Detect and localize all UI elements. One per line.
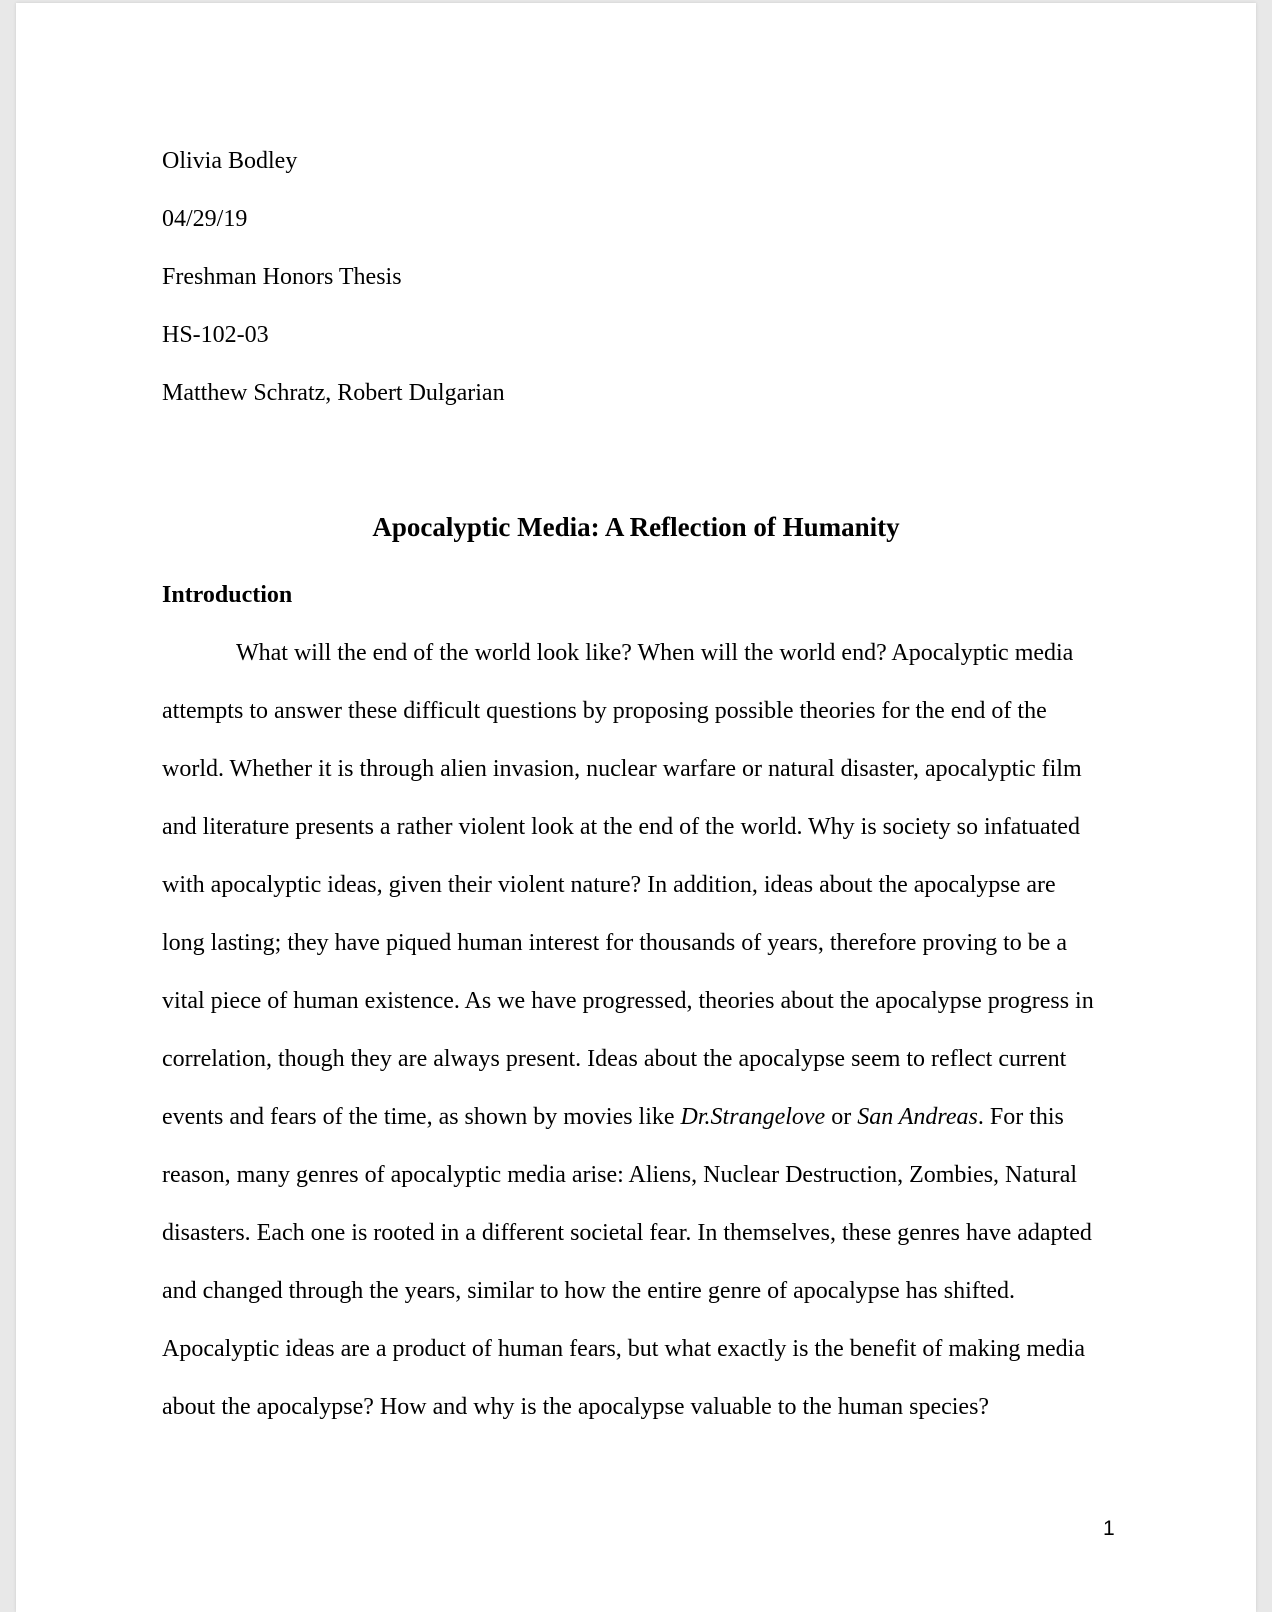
line-text-middle: or [825, 1104, 858, 1130]
document-date: 04/29/19 [162, 206, 248, 232]
paragraph-line: world. Whether it is through alien invasion, nuclear warfare or natural disaster, apocalyptic film [162, 756, 1082, 782]
paragraph-line: vital piece of human existence. As we have progressed, theories about the apocalypse progress in [162, 988, 1094, 1014]
paragraph-line: and literature presents a rather violent look at the end of the world. Why is society so infatuated [162, 814, 1080, 840]
paragraph-line: What will the end of the world look like? When will the world end? Apocalyptic media [236, 640, 1074, 666]
course-code: HS-102-03 [162, 322, 269, 348]
page-number: 1 [1103, 1517, 1115, 1540]
paragraph-line: about the apocalypse? How and why is the apocalypse valuable to the human species? [162, 1394, 990, 1420]
instructors: Matthew Schratz, Robert Dulgarian [162, 380, 505, 406]
introduction-paragraph [162, 639, 1122, 1451]
line-text-start: events and fears of the time, as shown by movies like [162, 1104, 681, 1130]
paragraph-line: disasters. Each one is rooted in a different societal fear. In themselves, these genres have adapted [162, 1220, 1092, 1246]
line-text-end: . For this [977, 1104, 1064, 1130]
paragraph-line: long lasting; they have piqued human interest for thousands of years, therefore proving to be a [162, 930, 1068, 956]
document-title: Apocalyptic Media: A Reflection of Humanity [372, 512, 900, 542]
paragraph-line: reason, many genres of apocalyptic media arise: Aliens, Nuclear Destruction, Zombies, Natural [162, 1162, 1078, 1188]
paragraph-line [162, 1103, 1122, 1131]
course-title: Freshman Honors Thesis [162, 264, 402, 290]
section-heading-introduction: Introduction [162, 582, 293, 608]
paragraph-line: correlation, though they are always present. Ideas about the apocalypse seem to reflect current [162, 1046, 1067, 1072]
paragraph-line: with apocalyptic ideas, given their violent nature? In addition, ideas about the apocalypse are [162, 872, 1056, 898]
paragraph-line: and changed through the years, similar to how the entire genre of apocalypse has shifted. [162, 1278, 1016, 1304]
header-block [162, 147, 962, 437]
film-title-san-andreas: San Andreas [857, 1104, 978, 1130]
film-title-dr-strangelove: Dr.Strangelove [680, 1104, 826, 1130]
paragraph-line: attempts to answer these difficult questions by proposing possible theories for the end of the [162, 698, 1047, 724]
author-name: Olivia Bodley [162, 148, 298, 174]
paragraph-line: Apocalyptic ideas are a product of human fears, but what exactly is the benefit of making media [162, 1336, 1086, 1362]
